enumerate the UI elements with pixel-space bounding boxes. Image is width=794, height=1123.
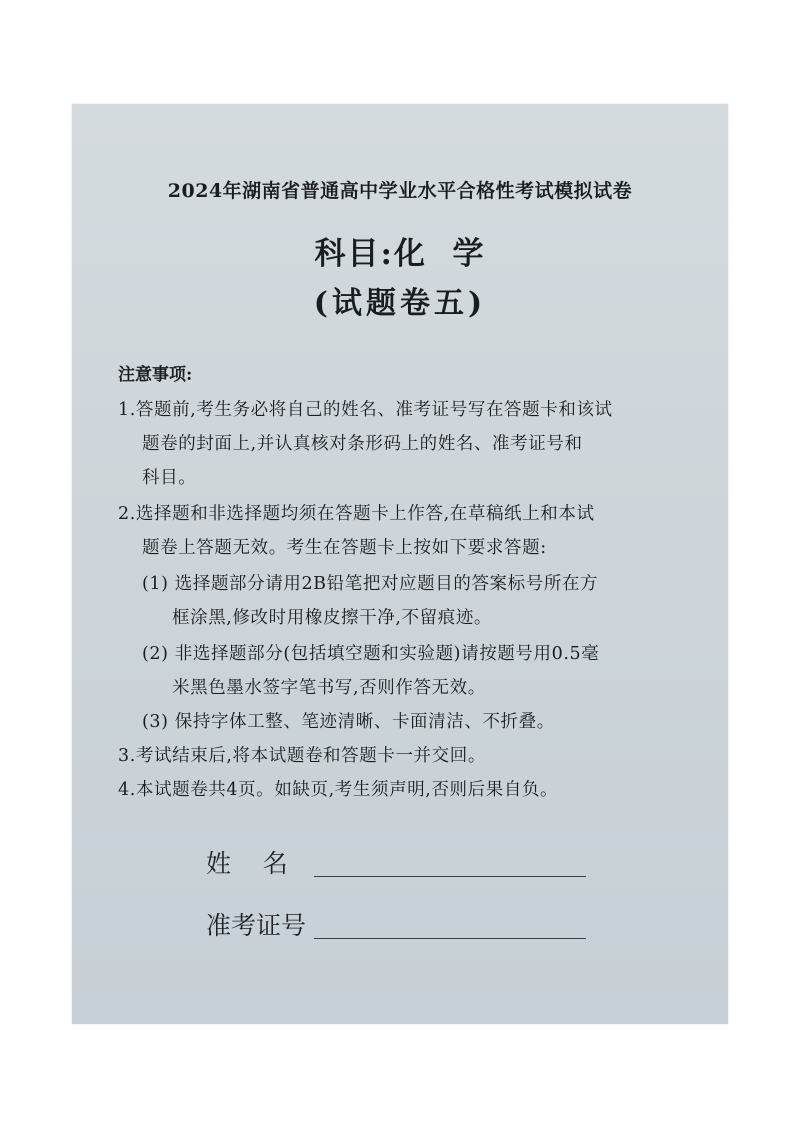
notice-line: 题卷的封面上,并认真核对条形码上的姓名、准考证号和 <box>142 434 583 454</box>
notice-line: 题卷上答题无效。考生在答题卡上按如下要求答题: <box>142 538 547 558</box>
notice-line: 4.本试题卷共4页。如缺页,考生须声明,否则后果自负。 <box>118 780 559 800</box>
notice-line: (2) 非选择题部分(包括填空题和实验题)请按题号用0.5毫 <box>142 644 600 664</box>
notice-line: 3.考试结束后,将本试题卷和答题卡一并交回。 <box>118 746 486 766</box>
exam-id-label: 准考证号 <box>206 911 307 940</box>
exam-title: 2024年湖南省普通高中学业水平合格性考试模拟试卷 <box>167 180 633 202</box>
notice-line: 米黑色墨水签字笔书写,否则作答无效。 <box>172 678 486 698</box>
exam-id-blank-line <box>314 938 586 939</box>
notice-line: 1.答题前,考生务必将自己的姓名、准考证号写在答题卡和该试 <box>118 400 613 420</box>
notice-line: 科目。 <box>142 468 197 488</box>
name-blank-line <box>314 876 586 877</box>
name-label: 姓 名 <box>206 849 288 878</box>
notice-heading: 注意事项: <box>118 365 193 385</box>
exam-cover-sheet <box>72 104 728 1024</box>
notice-line: (3) 保持字体工整、笔迹清晰、卡面清洁、不折叠。 <box>142 712 555 732</box>
notice-line: (1) 选择题部分请用2B铅笔把对应题目的答案标号所在方 <box>142 574 599 594</box>
subject-title: 科目:化 学 <box>314 236 486 272</box>
paper-number: (试题卷五) <box>313 286 487 321</box>
notice-line: 2.选择题和非选择题均须在答题卡上作答,在草稿纸上和本试 <box>118 504 595 524</box>
notice-line: 框涂黑,修改时用橡皮擦干净,不留痕迹。 <box>172 608 493 628</box>
